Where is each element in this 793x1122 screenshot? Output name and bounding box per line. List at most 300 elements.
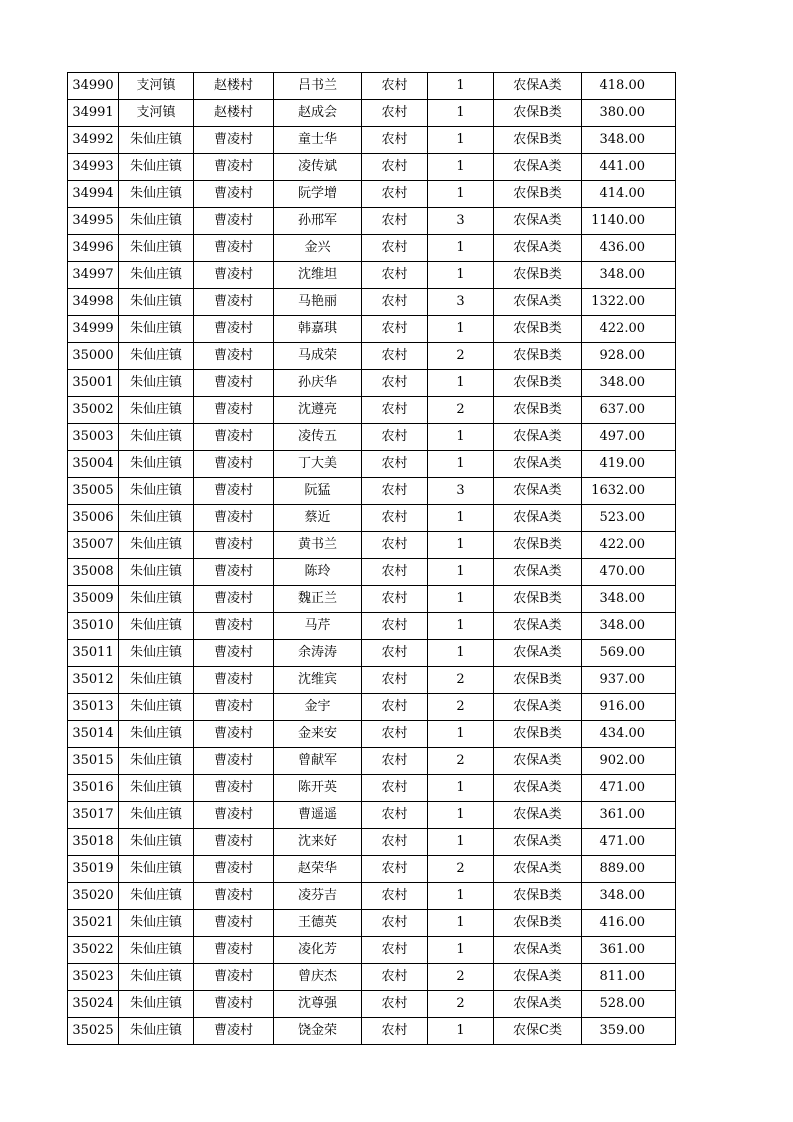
- village-cell: 曹凌村: [194, 667, 274, 694]
- person-name-cell: 陈玲: [274, 559, 362, 586]
- table-row: [68, 316, 676, 343]
- person-name-cell: 曾庆杰: [274, 964, 362, 991]
- row-number-cell: 35023: [68, 964, 119, 991]
- town-cell: 朱仙庄镇: [119, 856, 194, 883]
- member-count-cell: 3: [428, 208, 494, 235]
- village-cell: 曹凌村: [194, 721, 274, 748]
- row-number-cell: 34997: [68, 262, 119, 289]
- household-type-cell: 农村: [362, 289, 428, 316]
- insurance-category-cell: 农保A类: [494, 235, 582, 262]
- insurance-category-cell: 农保A类: [494, 856, 582, 883]
- table-row: [68, 532, 676, 559]
- amount-cell: 436.00: [582, 235, 676, 262]
- table-row: [68, 667, 676, 694]
- row-number-cell: 34991: [68, 100, 119, 127]
- member-count-cell: 1: [428, 775, 494, 802]
- member-count-cell: 1: [428, 73, 494, 100]
- town-cell: 朱仙庄镇: [119, 478, 194, 505]
- village-cell: 曹凌村: [194, 775, 274, 802]
- village-cell: 曹凌村: [194, 910, 274, 937]
- person-name-cell: 马艳丽: [274, 289, 362, 316]
- row-number-cell: 35020: [68, 883, 119, 910]
- member-count-cell: 1: [428, 910, 494, 937]
- row-number-cell: 35008: [68, 559, 119, 586]
- amount-cell: 811.00: [582, 964, 676, 991]
- insurance-category-cell: 农保A类: [494, 505, 582, 532]
- insurance-category-cell: 农保A类: [494, 424, 582, 451]
- insurance-category-cell: 农保A类: [494, 289, 582, 316]
- amount-cell: 348.00: [582, 127, 676, 154]
- village-cell: 曹凌村: [194, 856, 274, 883]
- person-name-cell: 凌传斌: [274, 154, 362, 181]
- town-cell: 朱仙庄镇: [119, 694, 194, 721]
- member-count-cell: 2: [428, 991, 494, 1018]
- village-cell: 曹凌村: [194, 478, 274, 505]
- member-count-cell: 2: [428, 667, 494, 694]
- town-cell: 朱仙庄镇: [119, 937, 194, 964]
- town-cell: 朱仙庄镇: [119, 640, 194, 667]
- town-cell: 朱仙庄镇: [119, 316, 194, 343]
- member-count-cell: 1: [428, 883, 494, 910]
- person-name-cell: 孙庆华: [274, 370, 362, 397]
- table-row: [68, 559, 676, 586]
- town-cell: 朱仙庄镇: [119, 451, 194, 478]
- town-cell: 朱仙庄镇: [119, 235, 194, 262]
- member-count-cell: 1: [428, 802, 494, 829]
- amount-cell: 348.00: [582, 586, 676, 613]
- member-count-cell: 1: [428, 505, 494, 532]
- insurance-category-cell: 农保B类: [494, 316, 582, 343]
- person-name-cell: 阮猛: [274, 478, 362, 505]
- insurance-category-cell: 农保A类: [494, 451, 582, 478]
- member-count-cell: 1: [428, 829, 494, 856]
- row-number-cell: 34998: [68, 289, 119, 316]
- insurance-category-cell: 农保A类: [494, 829, 582, 856]
- insurance-category-cell: 农保A类: [494, 73, 582, 100]
- table-row: [68, 991, 676, 1018]
- insurance-category-cell: 农保B类: [494, 343, 582, 370]
- household-type-cell: 农村: [362, 964, 428, 991]
- row-number-cell: 35003: [68, 424, 119, 451]
- member-count-cell: 1: [428, 721, 494, 748]
- table-row: [68, 370, 676, 397]
- village-cell: 曹凌村: [194, 397, 274, 424]
- row-number-cell: 34999: [68, 316, 119, 343]
- table-row: [68, 910, 676, 937]
- town-cell: 朱仙庄镇: [119, 1018, 194, 1045]
- household-type-cell: 农村: [362, 370, 428, 397]
- table-row: [68, 235, 676, 262]
- town-cell: 朱仙庄镇: [119, 964, 194, 991]
- amount-cell: 422.00: [582, 532, 676, 559]
- table-row: [68, 748, 676, 775]
- town-cell: 朱仙庄镇: [119, 748, 194, 775]
- member-count-cell: 2: [428, 856, 494, 883]
- member-count-cell: 1: [428, 316, 494, 343]
- insurance-category-cell: 农保A类: [494, 802, 582, 829]
- village-cell: 曹凌村: [194, 154, 274, 181]
- row-number-cell: 35004: [68, 451, 119, 478]
- insurance-category-cell: 农保A类: [494, 991, 582, 1018]
- person-name-cell: 沈来好: [274, 829, 362, 856]
- household-type-cell: 农村: [362, 397, 428, 424]
- row-number-cell: 35018: [68, 829, 119, 856]
- amount-cell: 380.00: [582, 100, 676, 127]
- table-row: [68, 802, 676, 829]
- table-row: [68, 937, 676, 964]
- insurance-category-cell: 农保A类: [494, 478, 582, 505]
- village-cell: 曹凌村: [194, 937, 274, 964]
- person-name-cell: 童士华: [274, 127, 362, 154]
- row-number-cell: 35025: [68, 1018, 119, 1045]
- insurance-category-cell: 农保A类: [494, 937, 582, 964]
- household-type-cell: 农村: [362, 154, 428, 181]
- village-cell: 曹凌村: [194, 640, 274, 667]
- town-cell: 朱仙庄镇: [119, 829, 194, 856]
- village-cell: 曹凌村: [194, 208, 274, 235]
- village-cell: 曹凌村: [194, 289, 274, 316]
- town-cell: 朱仙庄镇: [119, 505, 194, 532]
- table-row: [68, 829, 676, 856]
- town-cell: 朱仙庄镇: [119, 208, 194, 235]
- table-row: [68, 883, 676, 910]
- table-row: [68, 154, 676, 181]
- household-type-cell: 农村: [362, 613, 428, 640]
- village-cell: 曹凌村: [194, 451, 274, 478]
- row-number-cell: 35015: [68, 748, 119, 775]
- village-cell: 曹凌村: [194, 883, 274, 910]
- row-number-cell: 35014: [68, 721, 119, 748]
- household-type-cell: 农村: [362, 910, 428, 937]
- insurance-category-cell: 农保B类: [494, 100, 582, 127]
- village-cell: 赵楼村: [194, 100, 274, 127]
- person-name-cell: 凌传五: [274, 424, 362, 451]
- member-count-cell: 1: [428, 235, 494, 262]
- person-name-cell: 陈开英: [274, 775, 362, 802]
- person-name-cell: 丁大美: [274, 451, 362, 478]
- amount-cell: 414.00: [582, 181, 676, 208]
- village-cell: 曹凌村: [194, 127, 274, 154]
- town-cell: 朱仙庄镇: [119, 991, 194, 1018]
- town-cell: 朱仙庄镇: [119, 613, 194, 640]
- insurance-category-cell: 农保B类: [494, 370, 582, 397]
- amount-cell: 928.00: [582, 343, 676, 370]
- amount-cell: 361.00: [582, 802, 676, 829]
- household-type-cell: 农村: [362, 775, 428, 802]
- person-name-cell: 金来安: [274, 721, 362, 748]
- person-name-cell: 凌芬吉: [274, 883, 362, 910]
- household-type-cell: 农村: [362, 667, 428, 694]
- town-cell: 朱仙庄镇: [119, 127, 194, 154]
- insurance-category-cell: 农保B类: [494, 667, 582, 694]
- person-name-cell: 曾献军: [274, 748, 362, 775]
- table-row: [68, 721, 676, 748]
- member-count-cell: 1: [428, 127, 494, 154]
- household-type-cell: 农村: [362, 181, 428, 208]
- row-number-cell: 35017: [68, 802, 119, 829]
- amount-cell: 441.00: [582, 154, 676, 181]
- amount-cell: 470.00: [582, 559, 676, 586]
- town-cell: 朱仙庄镇: [119, 910, 194, 937]
- town-cell: 朱仙庄镇: [119, 424, 194, 451]
- amount-cell: 348.00: [582, 883, 676, 910]
- table-row: [68, 181, 676, 208]
- village-cell: 曹凌村: [194, 505, 274, 532]
- person-name-cell: 吕书兰: [274, 73, 362, 100]
- village-cell: 曹凌村: [194, 748, 274, 775]
- household-type-cell: 农村: [362, 829, 428, 856]
- household-type-cell: 农村: [362, 208, 428, 235]
- member-count-cell: 2: [428, 964, 494, 991]
- member-count-cell: 1: [428, 181, 494, 208]
- person-name-cell: 沈维宾: [274, 667, 362, 694]
- household-type-cell: 农村: [362, 640, 428, 667]
- town-cell: 支河镇: [119, 100, 194, 127]
- row-number-cell: 34990: [68, 73, 119, 100]
- town-cell: 朱仙庄镇: [119, 397, 194, 424]
- member-count-cell: 1: [428, 370, 494, 397]
- insurance-category-cell: 农保B类: [494, 721, 582, 748]
- village-cell: 曹凌村: [194, 262, 274, 289]
- row-number-cell: 35016: [68, 775, 119, 802]
- household-type-cell: 农村: [362, 586, 428, 613]
- town-cell: 朱仙庄镇: [119, 343, 194, 370]
- row-number-cell: 35005: [68, 478, 119, 505]
- person-name-cell: 蔡近: [274, 505, 362, 532]
- table-row: [68, 451, 676, 478]
- table-row: [68, 73, 676, 100]
- table-row: [68, 127, 676, 154]
- amount-cell: 348.00: [582, 370, 676, 397]
- table-row: [68, 1018, 676, 1045]
- row-number-cell: 35021: [68, 910, 119, 937]
- amount-cell: 348.00: [582, 613, 676, 640]
- insurance-category-cell: 农保B类: [494, 262, 582, 289]
- town-cell: 朱仙庄镇: [119, 262, 194, 289]
- person-name-cell: 余涛涛: [274, 640, 362, 667]
- insurance-category-cell: 农保B类: [494, 127, 582, 154]
- household-type-cell: 农村: [362, 532, 428, 559]
- row-number-cell: 35022: [68, 937, 119, 964]
- member-count-cell: 1: [428, 451, 494, 478]
- town-cell: 朱仙庄镇: [119, 181, 194, 208]
- amount-cell: 422.00: [582, 316, 676, 343]
- table-row: [68, 505, 676, 532]
- row-number-cell: 35007: [68, 532, 119, 559]
- row-number-cell: 34996: [68, 235, 119, 262]
- insurance-category-cell: 农保A类: [494, 775, 582, 802]
- table-row: [68, 964, 676, 991]
- row-number-cell: 35001: [68, 370, 119, 397]
- table-row: [68, 289, 676, 316]
- insurance-category-cell: 农保A类: [494, 640, 582, 667]
- amount-cell: 471.00: [582, 775, 676, 802]
- member-count-cell: 1: [428, 154, 494, 181]
- insurance-category-cell: 农保C类: [494, 1018, 582, 1045]
- member-count-cell: 1: [428, 100, 494, 127]
- person-name-cell: 韩嘉琪: [274, 316, 362, 343]
- table-row: [68, 640, 676, 667]
- person-name-cell: 赵荣华: [274, 856, 362, 883]
- amount-cell: 348.00: [582, 262, 676, 289]
- member-count-cell: 1: [428, 937, 494, 964]
- amount-cell: 569.00: [582, 640, 676, 667]
- household-type-cell: 农村: [362, 721, 428, 748]
- table-row: [68, 397, 676, 424]
- member-count-cell: 2: [428, 343, 494, 370]
- person-name-cell: 阮学增: [274, 181, 362, 208]
- household-type-cell: 农村: [362, 937, 428, 964]
- insurance-category-cell: 农保B类: [494, 532, 582, 559]
- village-cell: 曹凌村: [194, 370, 274, 397]
- person-name-cell: 王德英: [274, 910, 362, 937]
- person-name-cell: 金宇: [274, 694, 362, 721]
- person-name-cell: 沈遵亮: [274, 397, 362, 424]
- town-cell: 朱仙庄镇: [119, 775, 194, 802]
- household-type-cell: 农村: [362, 694, 428, 721]
- village-cell: 赵楼村: [194, 73, 274, 100]
- town-cell: 朱仙庄镇: [119, 802, 194, 829]
- table-row: [68, 424, 676, 451]
- household-type-cell: 农村: [362, 883, 428, 910]
- member-count-cell: 3: [428, 289, 494, 316]
- member-count-cell: 1: [428, 262, 494, 289]
- row-number-cell: 35011: [68, 640, 119, 667]
- person-name-cell: 沈维坦: [274, 262, 362, 289]
- household-type-cell: 农村: [362, 235, 428, 262]
- person-name-cell: 马成荣: [274, 343, 362, 370]
- household-type-cell: 农村: [362, 802, 428, 829]
- table-row: [68, 775, 676, 802]
- household-type-cell: 农村: [362, 505, 428, 532]
- village-cell: 曹凌村: [194, 1018, 274, 1045]
- village-cell: 曹凌村: [194, 829, 274, 856]
- insurance-category-cell: 农保B类: [494, 397, 582, 424]
- village-cell: 曹凌村: [194, 964, 274, 991]
- amount-cell: 416.00: [582, 910, 676, 937]
- insurance-category-cell: 农保A类: [494, 154, 582, 181]
- amount-cell: 916.00: [582, 694, 676, 721]
- amount-cell: 889.00: [582, 856, 676, 883]
- row-number-cell: 35000: [68, 343, 119, 370]
- household-type-cell: 农村: [362, 559, 428, 586]
- household-type-cell: 农村: [362, 991, 428, 1018]
- relief-roster-table: [67, 72, 676, 1045]
- table-row: [68, 100, 676, 127]
- member-count-cell: 1: [428, 586, 494, 613]
- person-name-cell: 沈尊强: [274, 991, 362, 1018]
- member-count-cell: 2: [428, 397, 494, 424]
- amount-cell: 471.00: [582, 829, 676, 856]
- household-type-cell: 农村: [362, 73, 428, 100]
- amount-cell: 359.00: [582, 1018, 676, 1045]
- member-count-cell: 2: [428, 748, 494, 775]
- village-cell: 曹凌村: [194, 532, 274, 559]
- insurance-category-cell: 农保A类: [494, 748, 582, 775]
- table-row: [68, 343, 676, 370]
- household-type-cell: 农村: [362, 343, 428, 370]
- row-number-cell: 35006: [68, 505, 119, 532]
- household-type-cell: 农村: [362, 478, 428, 505]
- member-count-cell: 3: [428, 478, 494, 505]
- town-cell: 朱仙庄镇: [119, 370, 194, 397]
- person-name-cell: 饶金荣: [274, 1018, 362, 1045]
- person-name-cell: 曹遥遥: [274, 802, 362, 829]
- insurance-category-cell: 农保B类: [494, 586, 582, 613]
- amount-cell: 419.00: [582, 451, 676, 478]
- amount-cell: 1632.00: [582, 478, 676, 505]
- amount-cell: 418.00: [582, 73, 676, 100]
- household-type-cell: 农村: [362, 451, 428, 478]
- town-cell: 朱仙庄镇: [119, 532, 194, 559]
- member-count-cell: 1: [428, 1018, 494, 1045]
- table-row: [68, 262, 676, 289]
- amount-cell: 637.00: [582, 397, 676, 424]
- village-cell: 曹凌村: [194, 316, 274, 343]
- household-type-cell: 农村: [362, 856, 428, 883]
- household-type-cell: 农村: [362, 1018, 428, 1045]
- amount-cell: 434.00: [582, 721, 676, 748]
- row-number-cell: 34992: [68, 127, 119, 154]
- village-cell: 曹凌村: [194, 694, 274, 721]
- insurance-category-cell: 农保B类: [494, 883, 582, 910]
- amount-cell: 497.00: [582, 424, 676, 451]
- household-type-cell: 农村: [362, 262, 428, 289]
- insurance-category-cell: 农保B类: [494, 181, 582, 208]
- member-count-cell: 1: [428, 532, 494, 559]
- table-row: [68, 856, 676, 883]
- table-body: [68, 73, 676, 1045]
- table-row: [68, 478, 676, 505]
- member-count-cell: 1: [428, 424, 494, 451]
- household-type-cell: 农村: [362, 424, 428, 451]
- row-number-cell: 35010: [68, 613, 119, 640]
- person-name-cell: 金兴: [274, 235, 362, 262]
- row-number-cell: 34994: [68, 181, 119, 208]
- row-number-cell: 35013: [68, 694, 119, 721]
- town-cell: 朱仙庄镇: [119, 559, 194, 586]
- row-number-cell: 35012: [68, 667, 119, 694]
- village-cell: 曹凌村: [194, 235, 274, 262]
- insurance-category-cell: 农保A类: [494, 694, 582, 721]
- household-type-cell: 农村: [362, 748, 428, 775]
- town-cell: 朱仙庄镇: [119, 586, 194, 613]
- household-type-cell: 农村: [362, 316, 428, 343]
- amount-cell: 902.00: [582, 748, 676, 775]
- amount-cell: 528.00: [582, 991, 676, 1018]
- row-number-cell: 34995: [68, 208, 119, 235]
- person-name-cell: 赵成会: [274, 100, 362, 127]
- household-type-cell: 农村: [362, 100, 428, 127]
- town-cell: 朱仙庄镇: [119, 883, 194, 910]
- person-name-cell: 黄书兰: [274, 532, 362, 559]
- member-count-cell: 1: [428, 640, 494, 667]
- village-cell: 曹凌村: [194, 181, 274, 208]
- table-row: [68, 586, 676, 613]
- amount-cell: 1322.00: [582, 289, 676, 316]
- amount-cell: 361.00: [582, 937, 676, 964]
- table-row: [68, 208, 676, 235]
- village-cell: 曹凌村: [194, 613, 274, 640]
- town-cell: 朱仙庄镇: [119, 721, 194, 748]
- row-number-cell: 34993: [68, 154, 119, 181]
- person-name-cell: 马芹: [274, 613, 362, 640]
- village-cell: 曹凌村: [194, 586, 274, 613]
- amount-cell: 937.00: [582, 667, 676, 694]
- town-cell: 朱仙庄镇: [119, 667, 194, 694]
- town-cell: 朱仙庄镇: [119, 154, 194, 181]
- insurance-category-cell: 农保A类: [494, 613, 582, 640]
